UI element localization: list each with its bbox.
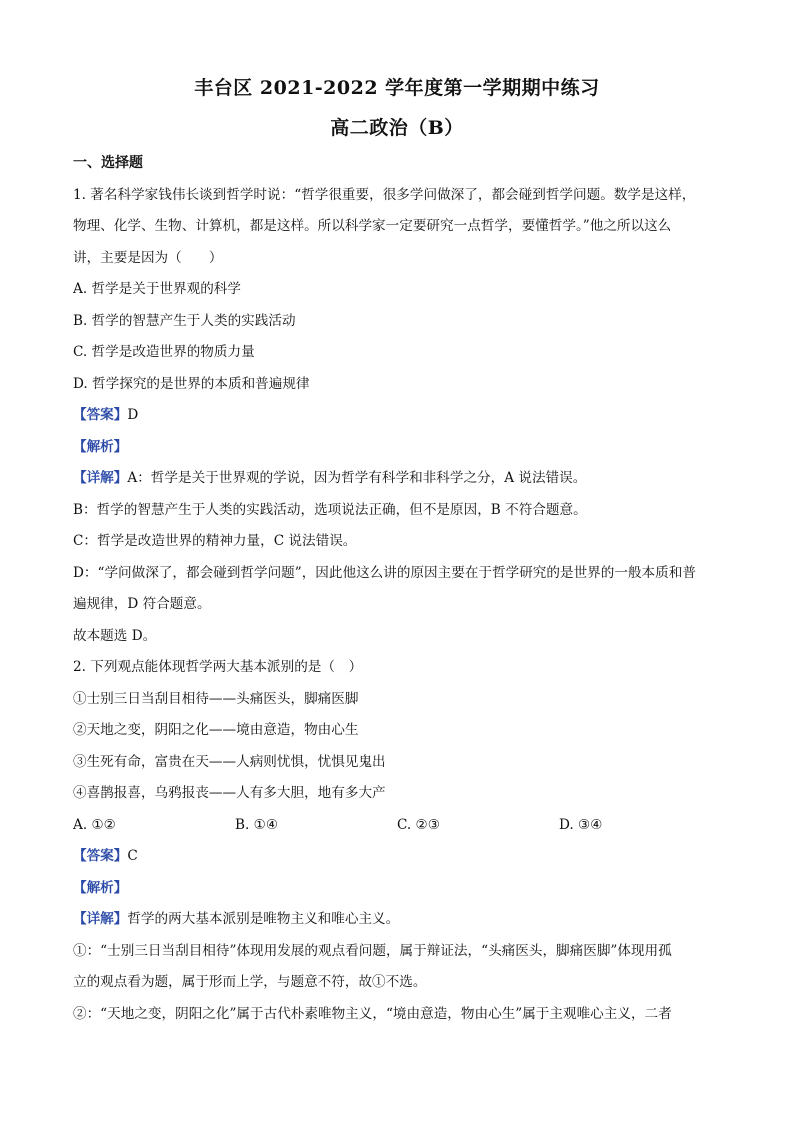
question-2-option-b: B. ①④ [235, 816, 279, 833]
question-1-analysis-heading [73, 432, 723, 464]
question-2-statement: ③生死有命，富贵在天——人病则忧惧，忧惧见鬼出 [73, 753, 386, 770]
section-heading: 一、选择题 [73, 155, 143, 171]
question-2-option-a: A. ①② [73, 816, 116, 833]
answer-value: D [127, 407, 139, 423]
question-1-explanation-line: B：哲学的智慧产生于人类的实践活动，选项说法正确，但不是原因，B 不符合题意。 [73, 501, 587, 518]
question-1-option-d: D. 哲学探究的是世界的本质和普遍规律 [73, 375, 310, 392]
question-2-explanation-line [73, 904, 723, 936]
question-2-options [73, 810, 723, 842]
question-2-statement: ④喜鹊报喜，乌鸦报丧——人有多大胆，地有多大产 [73, 785, 386, 801]
analysis-tag: 【解析】 [73, 438, 128, 455]
question-2-option-d: D. ③④ [559, 816, 603, 833]
answer-tag: 【答案】 [73, 848, 128, 864]
question-1-stem-line: 1. 著名科学家钱伟长谈到哲学时说：“哲学很重要，很多学问做深了，都会碰到哲学问题。数学是这样， [73, 186, 696, 203]
document-subtitle: 高二政治（B） [330, 117, 464, 139]
question-1-explanation-line: C：哲学是改造世界的精神力量，C 说法错误。 [73, 533, 357, 549]
answer-tag: 【答案】 [73, 407, 128, 423]
question-2-explanation-line: ②：“天地之变，阴阳之化”属于古代朴素唯物主义，“境由意造，物由心生”属于主观唯心主义，二者 [73, 1005, 672, 1022]
question-1-option-a: A. 哲学是关于世界观的科学 [73, 281, 241, 297]
question-2-answer [73, 841, 723, 873]
question-2-option-c: C. ②③ [397, 816, 440, 833]
question-1 [73, 180, 723, 653]
explanation-text: A：哲学是关于世界观的学说，因为哲学有科学和非科学之分，A 说法错误。 [127, 470, 587, 486]
answer-value: C [127, 848, 138, 864]
question-1-explanation-line: D：“学问做深了，都会碰到哲学问题”，因此他这么讲的原因主要在于哲学研究的是世界的一般本质和普 [73, 564, 696, 581]
question-2 [73, 652, 723, 1030]
question-2-statement: ①士别三日当刮目相待——头痛医头，脚痛医脚 [73, 690, 359, 707]
question-1-option-b: B. 哲学的智慧产生于人类的实践活动 [73, 312, 296, 329]
detail-tag: 【详解】 [73, 911, 128, 927]
document-title: 丰台区 2021-2022 学年度第一学期期中练习 [194, 77, 600, 99]
question-1-answer [73, 400, 723, 432]
question-1-stem-line: 讲，主要是因为（ ） [73, 249, 223, 266]
document-body [73, 148, 723, 1030]
explanation-text: 哲学的两大基本派别是唯物主义和唯心主义。 [127, 911, 400, 927]
question-1-explanation-line: 遍规律，D 符合题意。 [73, 596, 211, 612]
question-1-stem-line: 物理、化学、生物、计算机，都是这样。所以科学家一定要研究一点哲学，要懂哲学。”他之所以这么 [73, 218, 672, 234]
analysis-tag: 【解析】 [73, 879, 128, 896]
question-1-option-c: C. 哲学是改造世界的物质力量 [73, 344, 255, 360]
question-2-stem: 2. 下列观点能体现哲学两大基本派别的是（ ） [73, 659, 363, 675]
question-1-explanation-line: 故本题选 D。 [73, 627, 157, 644]
question-2-statement: ②天地之变，阴阳之化——境由意造，物由心生 [73, 722, 359, 738]
question-2-explanation-line: 立的观点看为题，属于形而上学，与题意不符，故①不选。 [73, 974, 427, 990]
detail-tag: 【详解】 [73, 470, 128, 486]
question-2-analysis-heading [73, 873, 723, 905]
question-2-explanation-line: ①：“士别三日当刮目相待”体现用发展的观点看问题，属于辩证法，“头痛医头，脚痛医脚”体现用孤 [73, 942, 672, 959]
question-1-explanation-line [73, 463, 723, 495]
